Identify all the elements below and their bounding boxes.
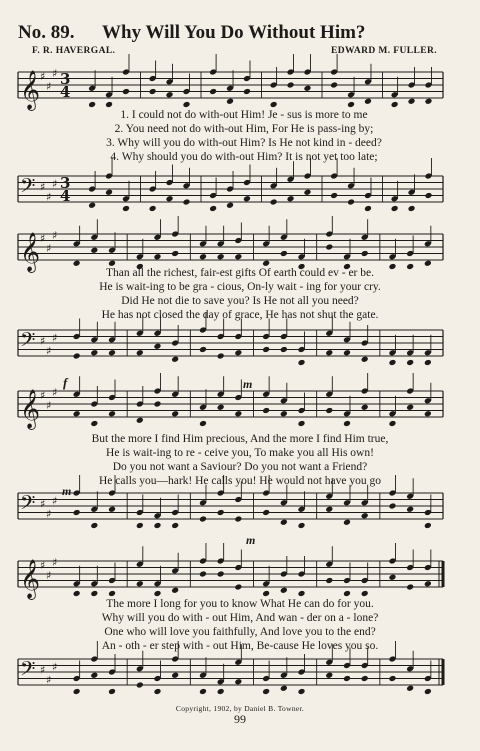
note-head [361, 356, 369, 363]
note-head [425, 98, 433, 105]
staff-bass-3 [0, 487, 480, 531]
note-head [136, 682, 144, 689]
note-head [171, 672, 179, 679]
note-head [262, 346, 270, 353]
note-head [199, 516, 207, 523]
note-head [298, 688, 306, 695]
note-head [406, 506, 414, 513]
note-head [199, 420, 207, 427]
dynamic-mezzo-top: m [246, 533, 256, 547]
note-head [217, 571, 225, 578]
note-head [406, 685, 414, 692]
sharp-icon: ♯ [46, 190, 52, 204]
lyric-line-4: He has not closed the day of grace, He has not shut the gate. [101, 309, 379, 321]
bass-clef-icon: 𝄢 [20, 491, 36, 519]
sharp-icon: ♯ [46, 79, 52, 93]
lyric-line-2: He is wait-ing to re - ceive you, To make you all His own! [106, 447, 374, 459]
note-head [325, 244, 333, 251]
note-head [154, 343, 162, 350]
note-head [171, 522, 179, 529]
note-head [325, 577, 333, 584]
note-head [108, 590, 116, 597]
note-head [325, 506, 333, 513]
note-head [280, 685, 288, 692]
note-head [199, 688, 207, 695]
note-head [280, 410, 288, 417]
note-head [234, 410, 242, 417]
time-signature-top: 3 [60, 70, 71, 88]
sharp-icon: ♯ [52, 228, 58, 242]
note-head [270, 199, 278, 206]
note-head [108, 688, 116, 695]
note-head [424, 522, 432, 529]
note-head [88, 202, 96, 209]
staff-treble-1 [0, 66, 480, 110]
note-head [343, 519, 351, 526]
note-head [408, 205, 416, 212]
sharp-icon: ♯ [40, 389, 46, 402]
note-head [424, 688, 432, 695]
staff-treble-3 [0, 385, 480, 429]
note-head [105, 189, 113, 196]
lyric-line-3: Did He not die to save you? Is He not all you need? [121, 295, 359, 307]
sharp-icon: ♯ [46, 673, 52, 687]
note-head [243, 195, 251, 202]
note-head [406, 584, 414, 591]
lyric-line-4: An - oth - er step with - out Him, Be-cause He loves you so. [101, 640, 379, 652]
note-head [199, 571, 207, 578]
lyric-line-1: But the more I find Him precious, And the more I find Him true, [91, 433, 389, 445]
note-head [166, 195, 174, 202]
sharp-icon: ♯ [52, 494, 58, 508]
note-head [199, 253, 207, 260]
note-head [389, 359, 397, 366]
note-head [304, 85, 312, 92]
sharp-icon: ♯ [40, 663, 46, 677]
lyric-line-3: Do you not want a Saviour? Do you not want a Friend? [112, 461, 368, 473]
note-head [406, 404, 414, 411]
note-head [226, 202, 234, 209]
time-signature-bottom: 4 [60, 187, 71, 205]
note-head [217, 353, 225, 360]
note-head [122, 205, 130, 212]
note-head [217, 688, 225, 695]
author: F. R. HAVERGAL. [32, 46, 116, 56]
note-head [122, 88, 130, 95]
note-head [280, 587, 288, 594]
note-head [347, 199, 355, 206]
note-head [234, 678, 242, 685]
note-head [424, 359, 432, 366]
note-head [287, 195, 295, 202]
note-head [154, 688, 162, 695]
lyric-line-4: He calls you—hark! He calls you! He would not have you go [99, 475, 381, 487]
staff-bass-4 [0, 653, 480, 697]
note-head [166, 91, 174, 98]
note-head [298, 590, 306, 597]
lyric-line-3: One who will love you faithfully, And love you to the end? [104, 626, 376, 638]
treble-clef-icon: 𝄞 [20, 559, 41, 599]
sharp-icon: ♯ [40, 497, 46, 511]
lyric-line-2: He is wait-ing to be gra - cious, On-ly wait - ing for your cry. [99, 281, 381, 293]
sharp-icon: ♯ [52, 177, 58, 191]
staff-bass-2 [0, 324, 480, 368]
note-head [234, 349, 242, 356]
sharp-icon: ♯ [46, 241, 52, 255]
note-head [330, 82, 338, 89]
note-head [262, 509, 270, 516]
note-head [343, 590, 351, 597]
lyric-line-2: Why will you do with - out Him, And wan - der on a - lone? [101, 612, 379, 624]
dynamic-forte: f [63, 375, 68, 390]
note-head [347, 101, 355, 108]
sharp-icon: ♯ [46, 344, 52, 358]
note-head [171, 410, 179, 417]
note-head [154, 253, 162, 260]
note-head [389, 574, 397, 581]
note-head [361, 512, 369, 519]
note-head [136, 522, 144, 529]
sharp-icon: ♯ [52, 331, 58, 345]
note-head [234, 584, 242, 591]
note-head [209, 205, 217, 212]
treble-clef-icon: 𝄞 [20, 232, 41, 272]
lyric-line-3: 3. Why will you do with-out Him? Is He not kind in - deed? [106, 137, 382, 149]
note-head [154, 401, 162, 408]
note-head [73, 353, 81, 360]
note-head [73, 509, 81, 516]
note-head [90, 590, 98, 597]
note-head [73, 410, 81, 417]
note-head [361, 250, 369, 257]
note-head [199, 346, 207, 353]
note-head [149, 88, 157, 95]
bass-clef-icon: 𝄢 [20, 174, 36, 202]
note-head [424, 410, 432, 417]
note-head [325, 349, 333, 356]
sharp-icon: ♯ [52, 660, 58, 674]
time-signature-top: 3 [60, 174, 71, 192]
note-head [209, 88, 217, 95]
note-head [389, 420, 397, 427]
note-head [88, 101, 96, 108]
sharp-icon: ♯ [40, 334, 46, 348]
lyric-line-2: 2. You need not do with-out Him, For He is pass-ing by; [114, 123, 374, 135]
note-head [298, 522, 306, 529]
note-head [108, 410, 116, 417]
note-head [217, 509, 225, 516]
sharp-icon: ♯ [52, 385, 58, 399]
hymn-number: No. 89. [18, 22, 75, 43]
note-head [408, 98, 416, 105]
note-head [149, 205, 157, 212]
note-head [330, 192, 338, 199]
note-head [136, 349, 144, 356]
note-head [287, 82, 295, 89]
note-head [343, 675, 351, 682]
note-head [90, 247, 98, 254]
sharp-icon: ♯ [46, 568, 52, 582]
bass-clef-icon: 𝄢 [20, 328, 36, 356]
note-head [406, 359, 414, 366]
note-head [361, 675, 369, 682]
note-head [73, 688, 81, 695]
sharp-icon: ♯ [46, 507, 52, 521]
lyric-line-1: 1. I could not do with-out Him! Je - sus is more to me [120, 109, 368, 121]
note-head [154, 522, 162, 529]
note-head [343, 420, 351, 427]
copyright-notice: Copyright, 1902, by Daniel B. Towner. [175, 704, 305, 713]
staff-bass-1 [0, 170, 480, 214]
note-head [304, 189, 312, 196]
note-head [105, 101, 113, 108]
sharp-icon: ♯ [40, 232, 46, 245]
note-head [343, 349, 351, 356]
note-head [262, 590, 270, 597]
note-head [280, 346, 288, 353]
hymn-title: Why Will You Do Without Him? [102, 22, 366, 43]
note-head [389, 675, 397, 682]
note-head [226, 98, 234, 105]
note-head [391, 205, 399, 212]
note-head [171, 356, 179, 363]
bass-clef-icon: 𝄢 [20, 657, 36, 685]
note-head [217, 404, 225, 411]
time-signature-bottom: 4 [60, 83, 71, 101]
dynamic-mezzo: m [243, 377, 253, 391]
note-head [391, 101, 399, 108]
note-head [364, 205, 372, 212]
lyric-line-4: 4. Why should you do with-out Him? It is not yet too late; [110, 151, 378, 163]
note-head [298, 420, 306, 427]
sharp-icon: ♯ [40, 559, 46, 572]
note-head [243, 88, 251, 95]
note-head [234, 253, 242, 260]
sharp-icon: ♯ [46, 398, 52, 412]
note-head [136, 417, 144, 424]
note-head [325, 672, 333, 679]
lyric-line-1: Than all the richest, fair-est gifts Of earth could ev - er be. [106, 267, 374, 279]
note-head [73, 590, 81, 597]
staff-treble-4 [0, 555, 480, 599]
note-head [364, 98, 372, 105]
note-head [280, 250, 288, 257]
note-head [108, 349, 116, 356]
note-head [183, 101, 191, 108]
note-head [270, 101, 278, 108]
note-head [425, 192, 433, 199]
lyric-line-1: The more I long for you to know What He can do for you. [106, 598, 374, 610]
page-number: 99 [234, 712, 246, 726]
note-head [183, 199, 191, 206]
dynamic-mezzo-bass: m [62, 484, 72, 498]
note-head [262, 688, 270, 695]
note-head [325, 407, 333, 414]
note-head [424, 580, 432, 587]
note-head [90, 420, 98, 427]
note-head [389, 503, 397, 510]
note-head [280, 519, 288, 526]
treble-clef-icon: 𝄞 [20, 389, 41, 429]
sharp-icon: ♯ [40, 70, 46, 83]
note-head [171, 587, 179, 594]
note-head [90, 672, 98, 679]
note-head [361, 590, 369, 597]
note-head [298, 359, 306, 366]
note-head [136, 580, 144, 587]
note-head [154, 590, 162, 597]
note-head [171, 250, 179, 257]
note-head [234, 516, 242, 523]
note-head [262, 407, 270, 414]
treble-clef-icon: 𝄞 [20, 70, 41, 110]
sharp-icon: ♯ [52, 66, 58, 80]
note-head [217, 253, 225, 260]
note-head [108, 506, 116, 513]
sharp-icon: ♯ [52, 555, 58, 569]
note-head [361, 404, 369, 411]
note-head [90, 349, 98, 356]
sharp-icon: ♯ [40, 180, 46, 194]
note-head [90, 522, 98, 529]
composer: EDWARD M. FULLER. [330, 46, 437, 56]
